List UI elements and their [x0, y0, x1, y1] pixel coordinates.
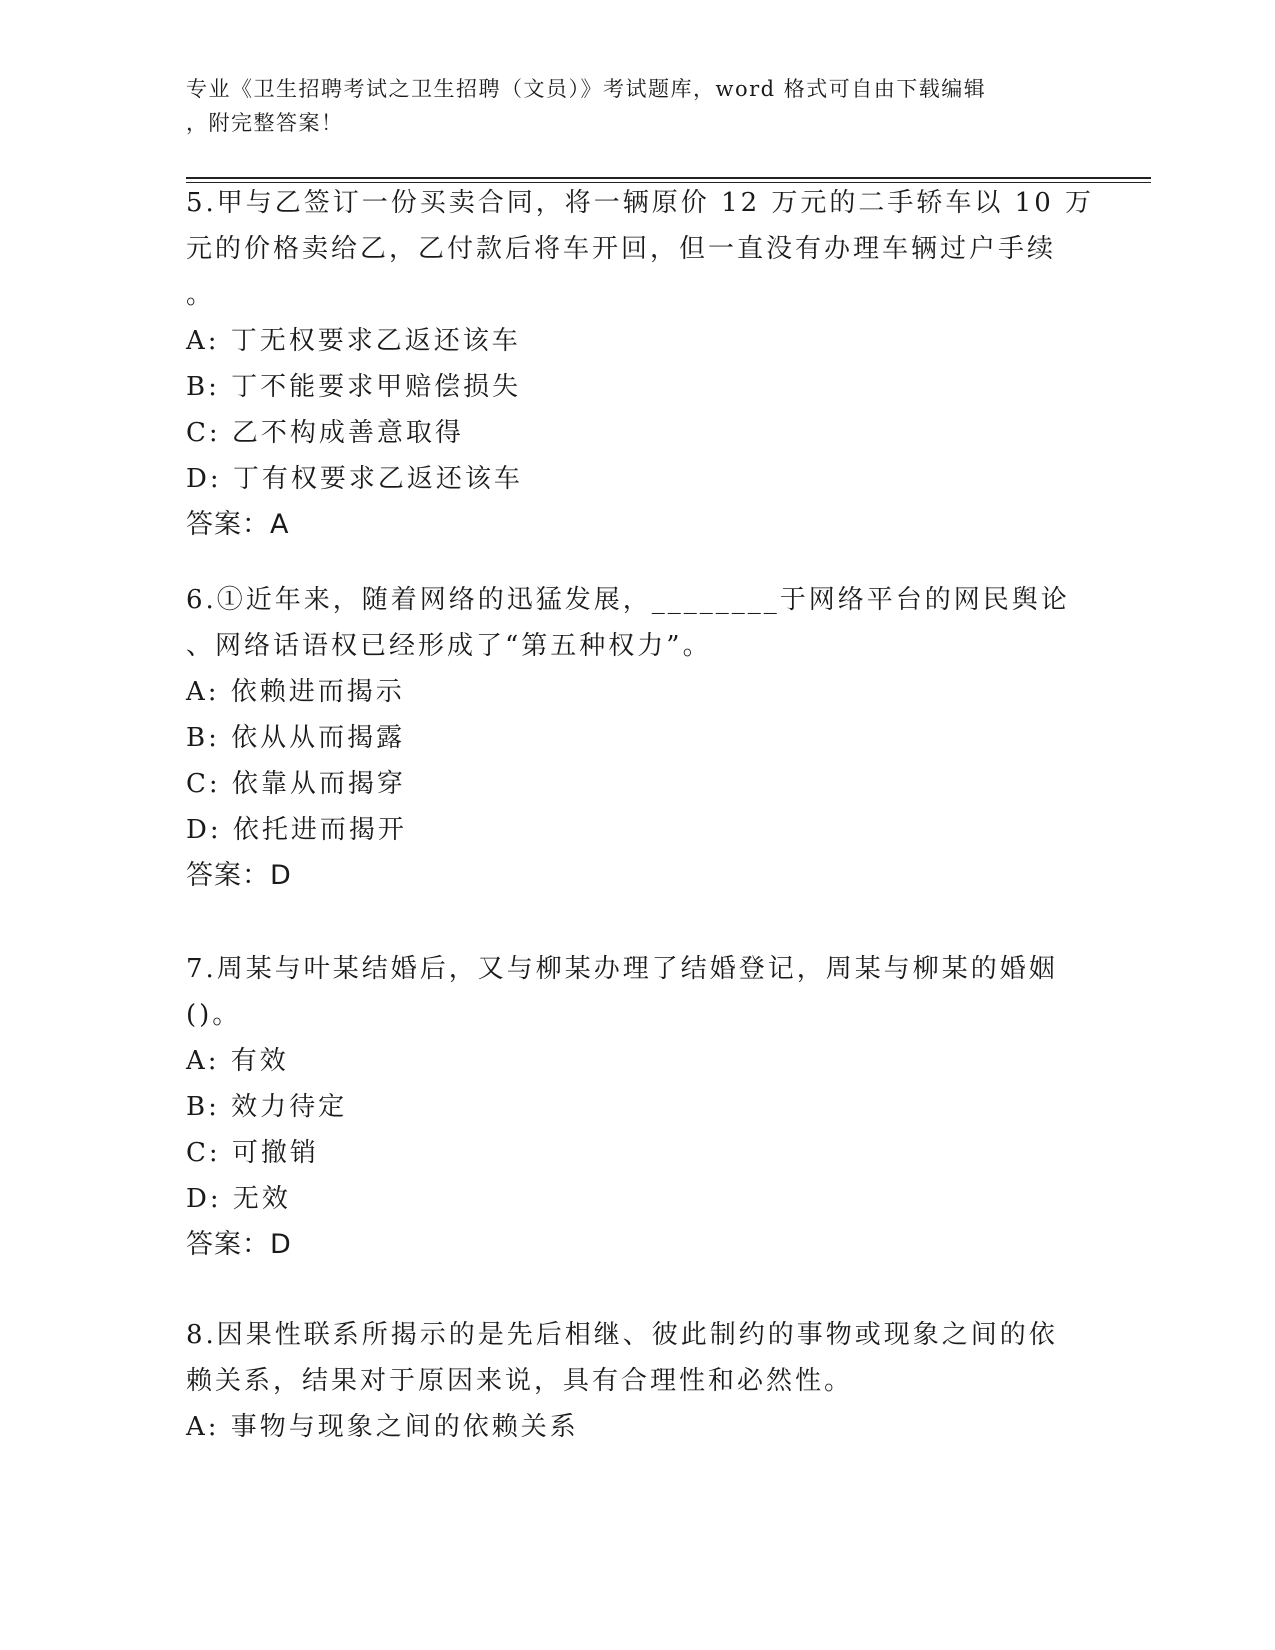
question-8 — [186, 1312, 1076, 1450]
header-line-1: 专业《卫生招聘考试之卫生招聘（文员）》考试题库，word 格式可自由下载编辑 — [186, 77, 987, 101]
option-c: C: 乙不构成善意取得 — [186, 418, 464, 448]
option-d: D: 丁有权要求乙返还该车 — [186, 464, 523, 494]
question-stem-line: 5.甲与乙签订一份买卖合同，将一辆原价 12 万元的二手轿车以 10 万 — [186, 188, 1095, 218]
question-stem-line: ()。 — [186, 1000, 242, 1030]
answer-line: 答案：A — [186, 509, 290, 540]
option-c: C: 可撤销 — [186, 1138, 319, 1168]
question-stem-line: 赖关系，结果对于原因来说，具有合理性和必然性。 — [186, 1366, 854, 1396]
option-d: D: 无效 — [186, 1184, 291, 1214]
option-a: A: 丁无权要求乙返还该车 — [186, 326, 521, 356]
question-6 — [186, 577, 1076, 899]
question-stem-line: 元的价格卖给乙，乙付款后将车开回，但一直没有办理车辆过户手续 — [186, 234, 1057, 264]
header-divider-thick — [186, 177, 1151, 179]
question-stem-line: 8.因果性联系所揭示的是先后相继、彼此制约的事物或现象之间的依 — [186, 1320, 1058, 1350]
answer-line: 答案：D — [186, 1229, 292, 1260]
document-header — [186, 72, 1066, 140]
option-b: B: 依从从而揭露 — [186, 723, 406, 753]
answer-line: 答案：D — [186, 860, 292, 891]
question-stem-line: 7.周某与叶某结婚后，又与柳某办理了结婚登记，周某与柳某的婚姻 — [186, 954, 1058, 984]
header-line-2: ，附完整答案！ — [186, 111, 344, 135]
question-7 — [186, 946, 1076, 1268]
option-a: A: 事物与现象之间的依赖关系 — [186, 1412, 579, 1442]
option-b: B: 丁不能要求甲赔偿损失 — [186, 372, 522, 402]
question-stem-line: 6.①近年来，随着网络的迅猛发展，________于网络平台的网民舆论 — [186, 585, 1070, 615]
option-d: D: 依托进而揭开 — [186, 815, 407, 845]
question-5 — [186, 180, 1095, 548]
option-c: C: 依靠从而揭穿 — [186, 769, 406, 799]
question-stem-line: 。 — [186, 280, 216, 310]
option-b: B: 效力待定 — [186, 1092, 348, 1122]
option-a: A: 依赖进而揭示 — [186, 677, 405, 707]
option-a: A: 有效 — [186, 1046, 289, 1076]
question-stem-line: 、网络话语权已经形成了“第五种权力”。 — [186, 631, 712, 661]
